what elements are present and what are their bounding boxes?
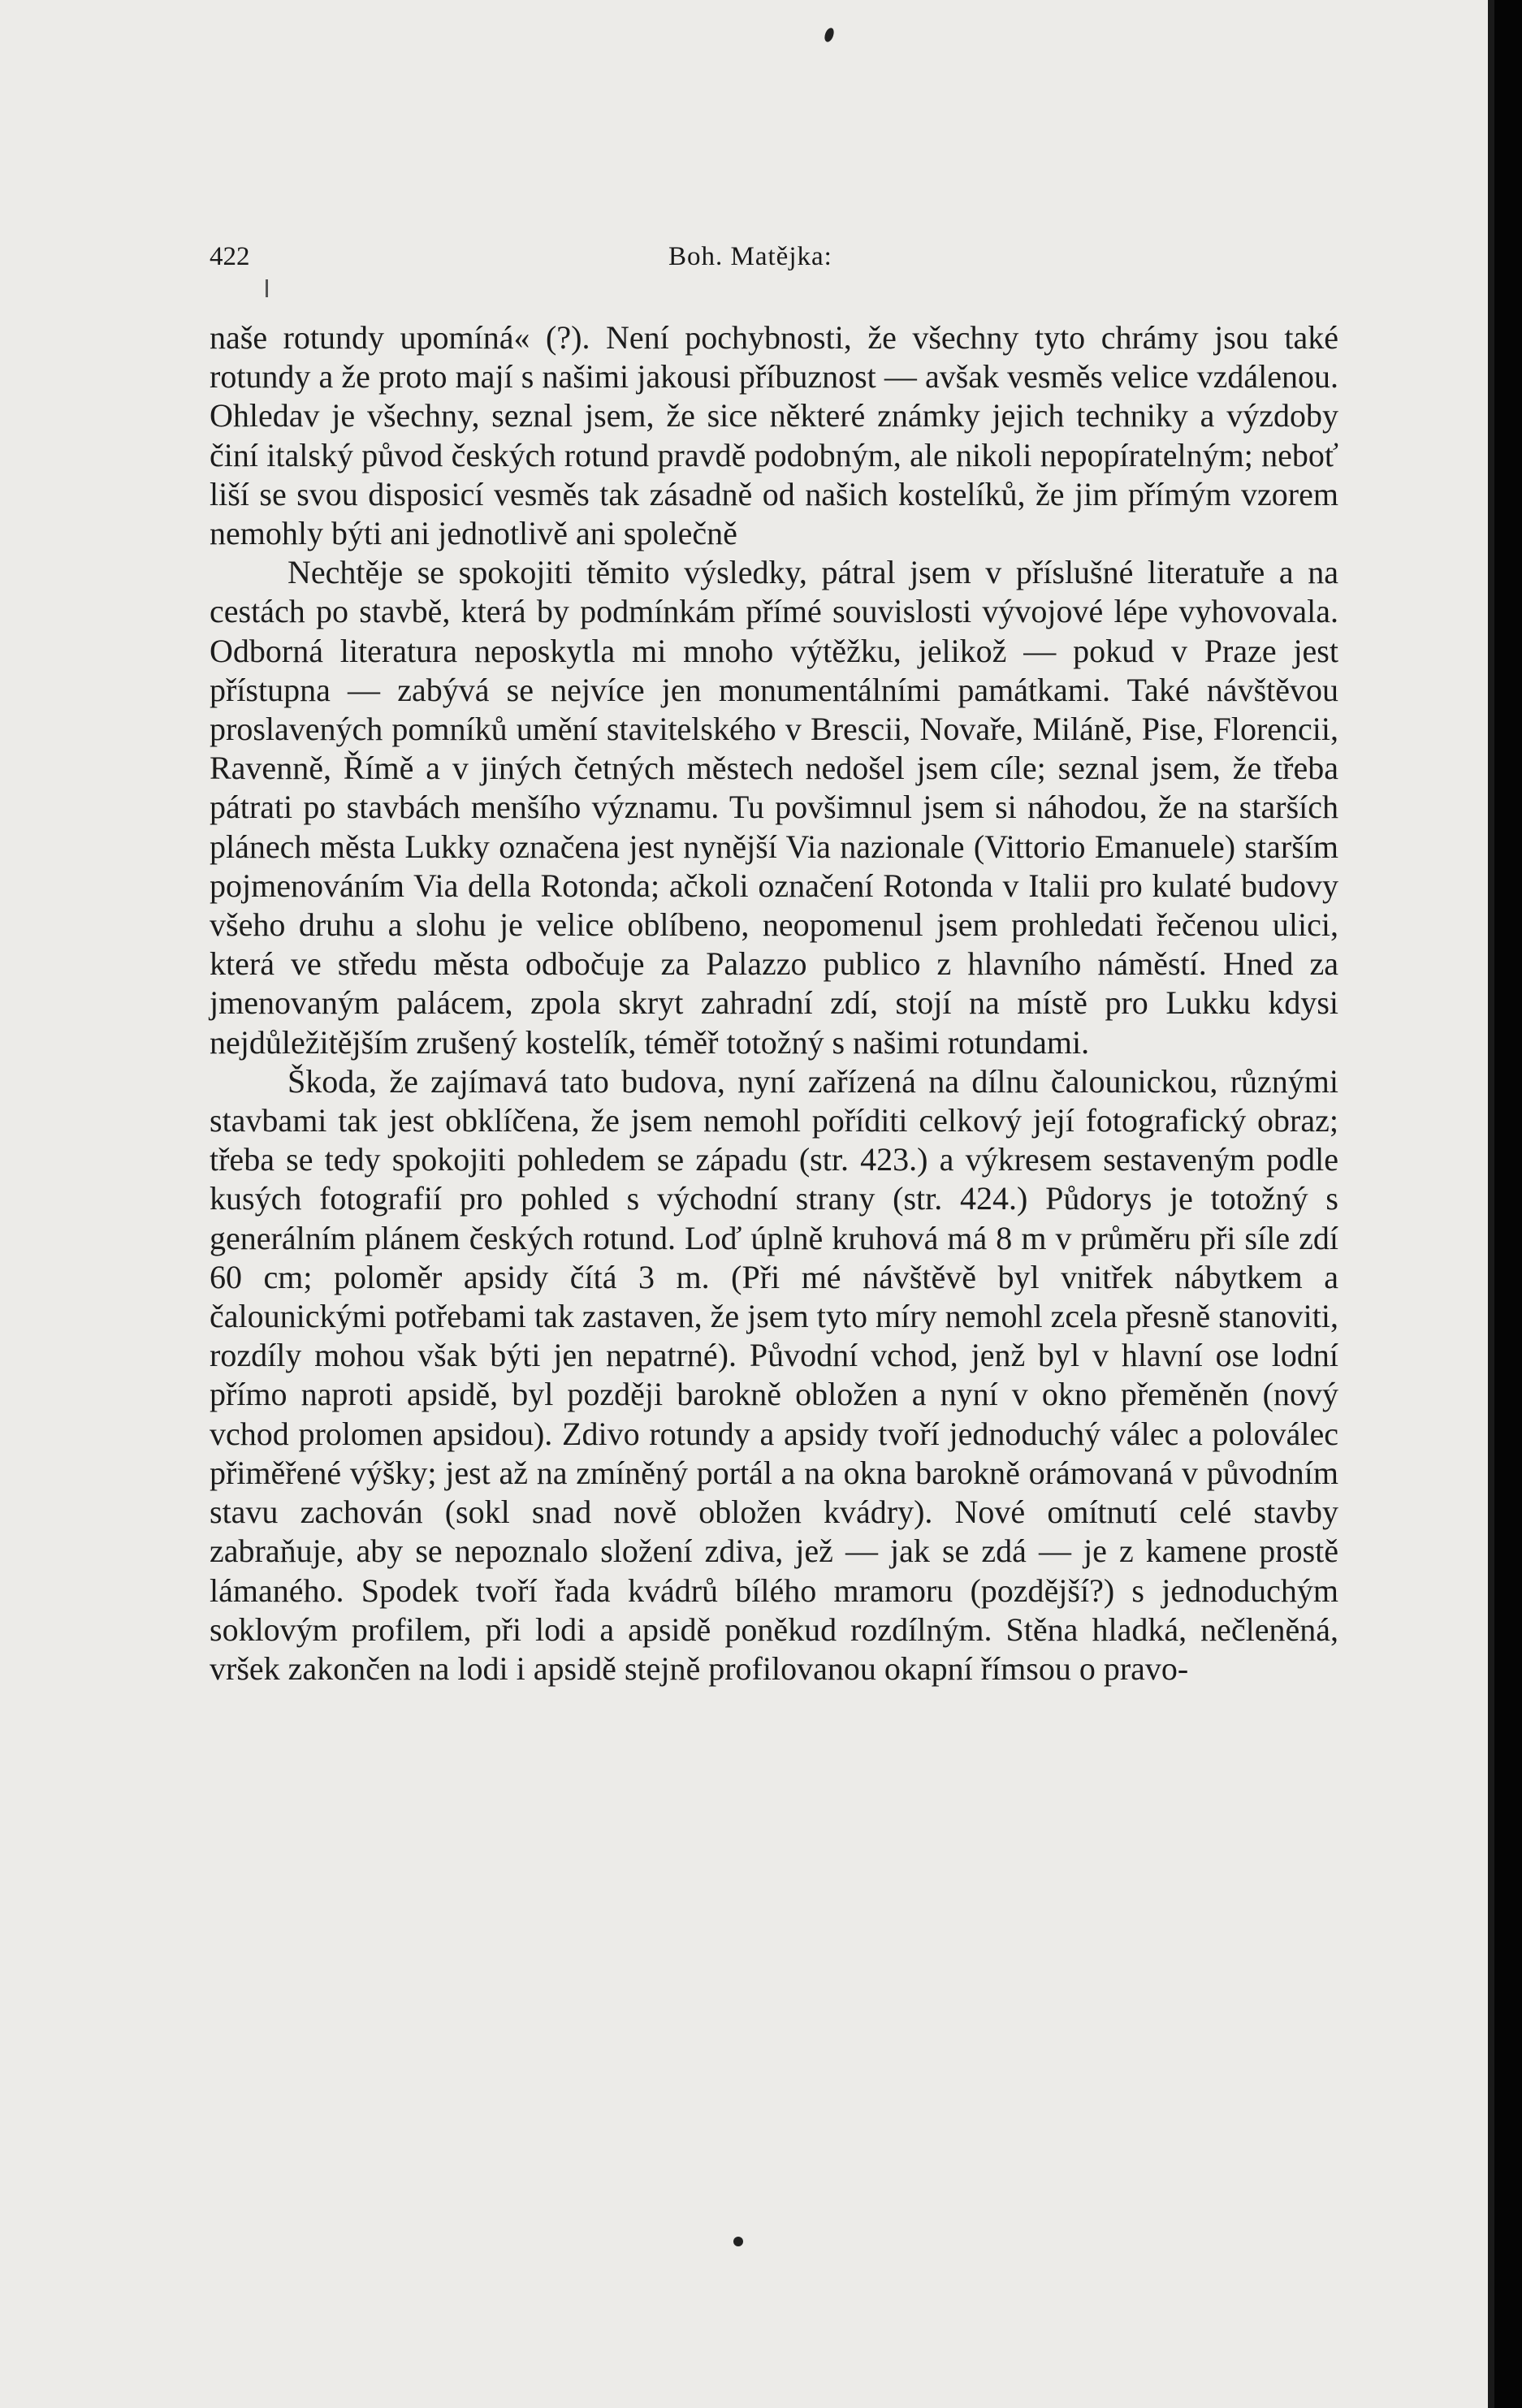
paragraph: naše rotundy upomíná« (?). Není pochybnosti, že všechny tyto chrámy jsou také rotundy a že proto mají s našimi jakousi příbuznost — avšak vesměs velice vzdálenou. Ohledav je všechny, seznal jsem, že sice některé známky jejich techniky a výzdoby činí italský původ českých rotund pravdě podobným, ale nikoli nepopíratelným; neboť liší se svou disposicí vesměs tak zásadně od našich kostelíků, že jim přímým vzorem nemohly býti ani jednotlivě ani společně — [210, 319, 1338, 552]
paragraph: Škoda, že zajímavá tato budova, nyní zařízená na dílnu čalounickou, různými stavbami tak jest obklíčena, že jsem nemohl poříditi celkový její fotografický obraz; třeba se tedy spokojiti pohledem se západu (str. 423.) a výkresem sestaveným podle kusých fotografií pro pohled s východní strany (str. 424.) Půdorys je totožný s generálním plánem českých rotund. Loď úplně kruhová má 8 m v průměru při síle zdí 60 cm; poloměr apsidy čítá 3 m. (Při mé návštěvě byl vnitřek nábytkem a čalounickými potřebami tak zastaven, že jsem tyto míry nemohl zcela přesně stanoviti, rozdíly mohou však býti jen nepatrné). Původní vchod, jenž byl v hlavní ose lodní přímo naproti apsidě, byl později barokně obložen a nyní v okno přeměněn (nový vchod prolomen apsidou). Zdivo rotundy a apsidy tvoří jednoduchý válec a polováleс přiměřené výšky; jest až na zmíněný portál a na okna barokně orámovaná v původním stavu zachován (sokl snad nově obložen kvádry). Nové omítnutí celé stavby zabraňuje, aby se nepoznalo složení zdiva, jež — jak se zdá — je z kamene prostě lámaného. Spodek tvoří řada kvádrů bílého mramoru (pozdější?) s jednoduchým soklovým profilem, při lodi a apsidě poněkud rozdílným. Stěna hladká, nečleněná, vršek zakončen na lodi i apsidě stejně profilovanou okapní římsou o pravo- — [210, 1062, 1338, 1687]
ink-speck — [823, 27, 836, 43]
ink-dot — [733, 2237, 743, 2246]
page-header — [210, 242, 1338, 283]
body-text — [210, 318, 1338, 1688]
paragraph: Nechtěje se spokojiti těmito výsledky, pátral jsem v příslušné literatuře a na cestách po stavbě, která by podmínkám přímé souvislosti vývojové lépe vyhovovala. Odborná literatura neposkytla mi mnoho výtěžku, jelikož — pokud v Praze jest přístupna — zabývá se nejvíce jen monumentálními památkami. Také návštěvou proslavených pomníků umění stavitelského v Brescii, Novaře, Miláně, Pise, Florencii, Ravenně, Římě a v jiných četných městech nedošel jsem cíle; seznal jsem, že třeba pátrati po stavbách menšího významu. Tu povšimnul jsem si náhodou, že na starších plánech města Lukky označena jest nynější Via nazionale (Vittorio Emanuele) starším pojmenováním Via della Rotonda; ačkoli označení Rotonda v Italii pro kulaté budovy všeho druhu a slohu je velice oblíbeno, neopomenul jsem prohledati řečenou ulici, která ve středu města odbočuje za Palazzo publico z hlavního náměstí. Hned za jmenovaným palácem, zpola skryt zahradní zdí, stojí na místě pro Lukku kdysi nejdůležitějším zrušený kostelík, téměř totožný s našimi rotundami. — [210, 554, 1338, 1061]
ink-mark — [266, 279, 268, 297]
scan-border — [1494, 0, 1522, 2408]
page-number: 422 — [210, 242, 250, 271]
running-head: Boh. Matějka: — [668, 242, 832, 271]
